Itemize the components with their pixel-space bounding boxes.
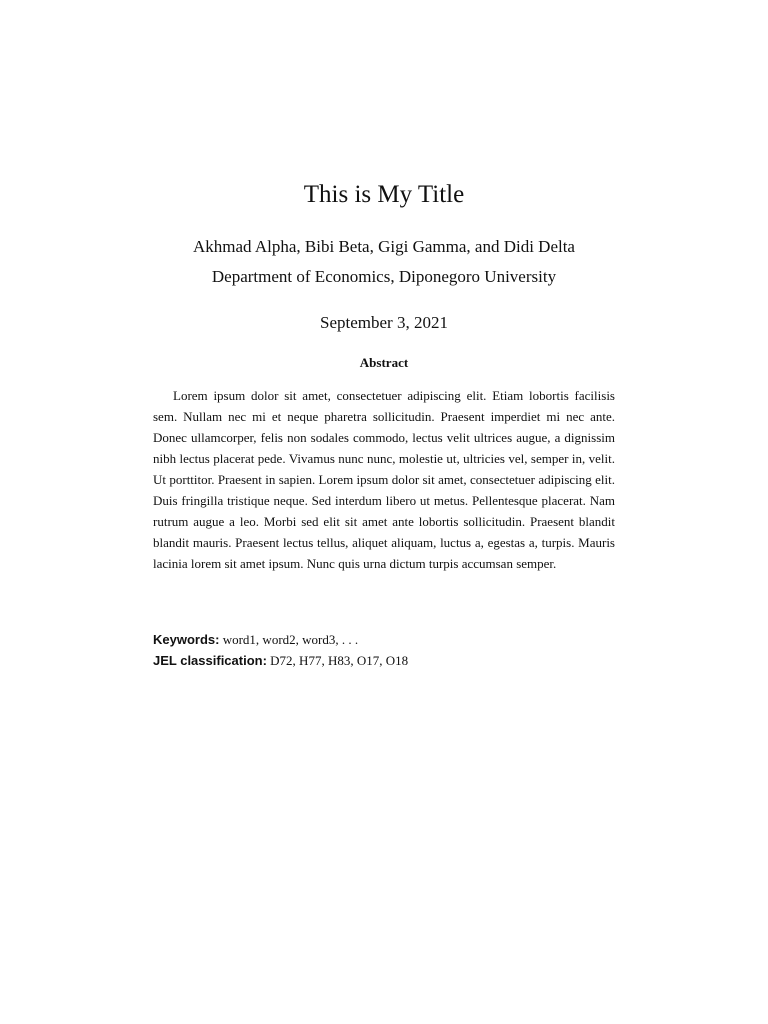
abstract-heading: Abstract	[359, 355, 409, 370]
affiliation: Department of Economics, Diponegoro University	[211, 267, 557, 286]
publication-date: September 3, 2021	[320, 313, 448, 332]
abstract-text: Lorem ipsum dolor sit amet, consectetuer adipiscing elit. Etiam lobortis facilisis sem. Nullam nec mi et neque pharetra sollicitudin. Praesent imperdiet mi nec ante. Donec ullamcorper, felis non sodales commodo, lectus velit ultrices augue, a dignissim nibh lectus placerat pede. Vivamus nunc nunc, molestie ut, ultricies vel, semper in, velit. Ut porttitor. Praesent in sapien. Lorem ipsum dolor sit amet, consectetuer adipiscing elit. Duis fringilla tristique neque. Sed interdum libero ut metus. Pellentesque placerat. Nam rutrum augue a leo. Morbi sed elit sit amet ante lobortis sollicitudin. Praesent blandit blandit mauris. Praesent lectus tellus, aliquet aliquam, luctus a, egestas a, turpis. Mauris lacinia lorem sit amet ipsum. Nunc quis urna dictum turpis accumsan semper.	[153, 388, 615, 571]
author-list: Akhmad Alpha, Bibi Beta, Gigi Gamma, and Didi Delta	[193, 237, 575, 256]
jel-value: D72, H77, H83, O17, O18	[270, 653, 409, 668]
keywords-value: word1, word2, word3, . . .	[222, 632, 359, 647]
paper-title: This is My Title	[303, 181, 465, 208]
jel-label: JEL classification:	[153, 653, 267, 668]
jel-classification-line	[153, 650, 615, 671]
keywords-line	[153, 629, 615, 650]
keywords-label: Keywords:	[153, 632, 220, 647]
